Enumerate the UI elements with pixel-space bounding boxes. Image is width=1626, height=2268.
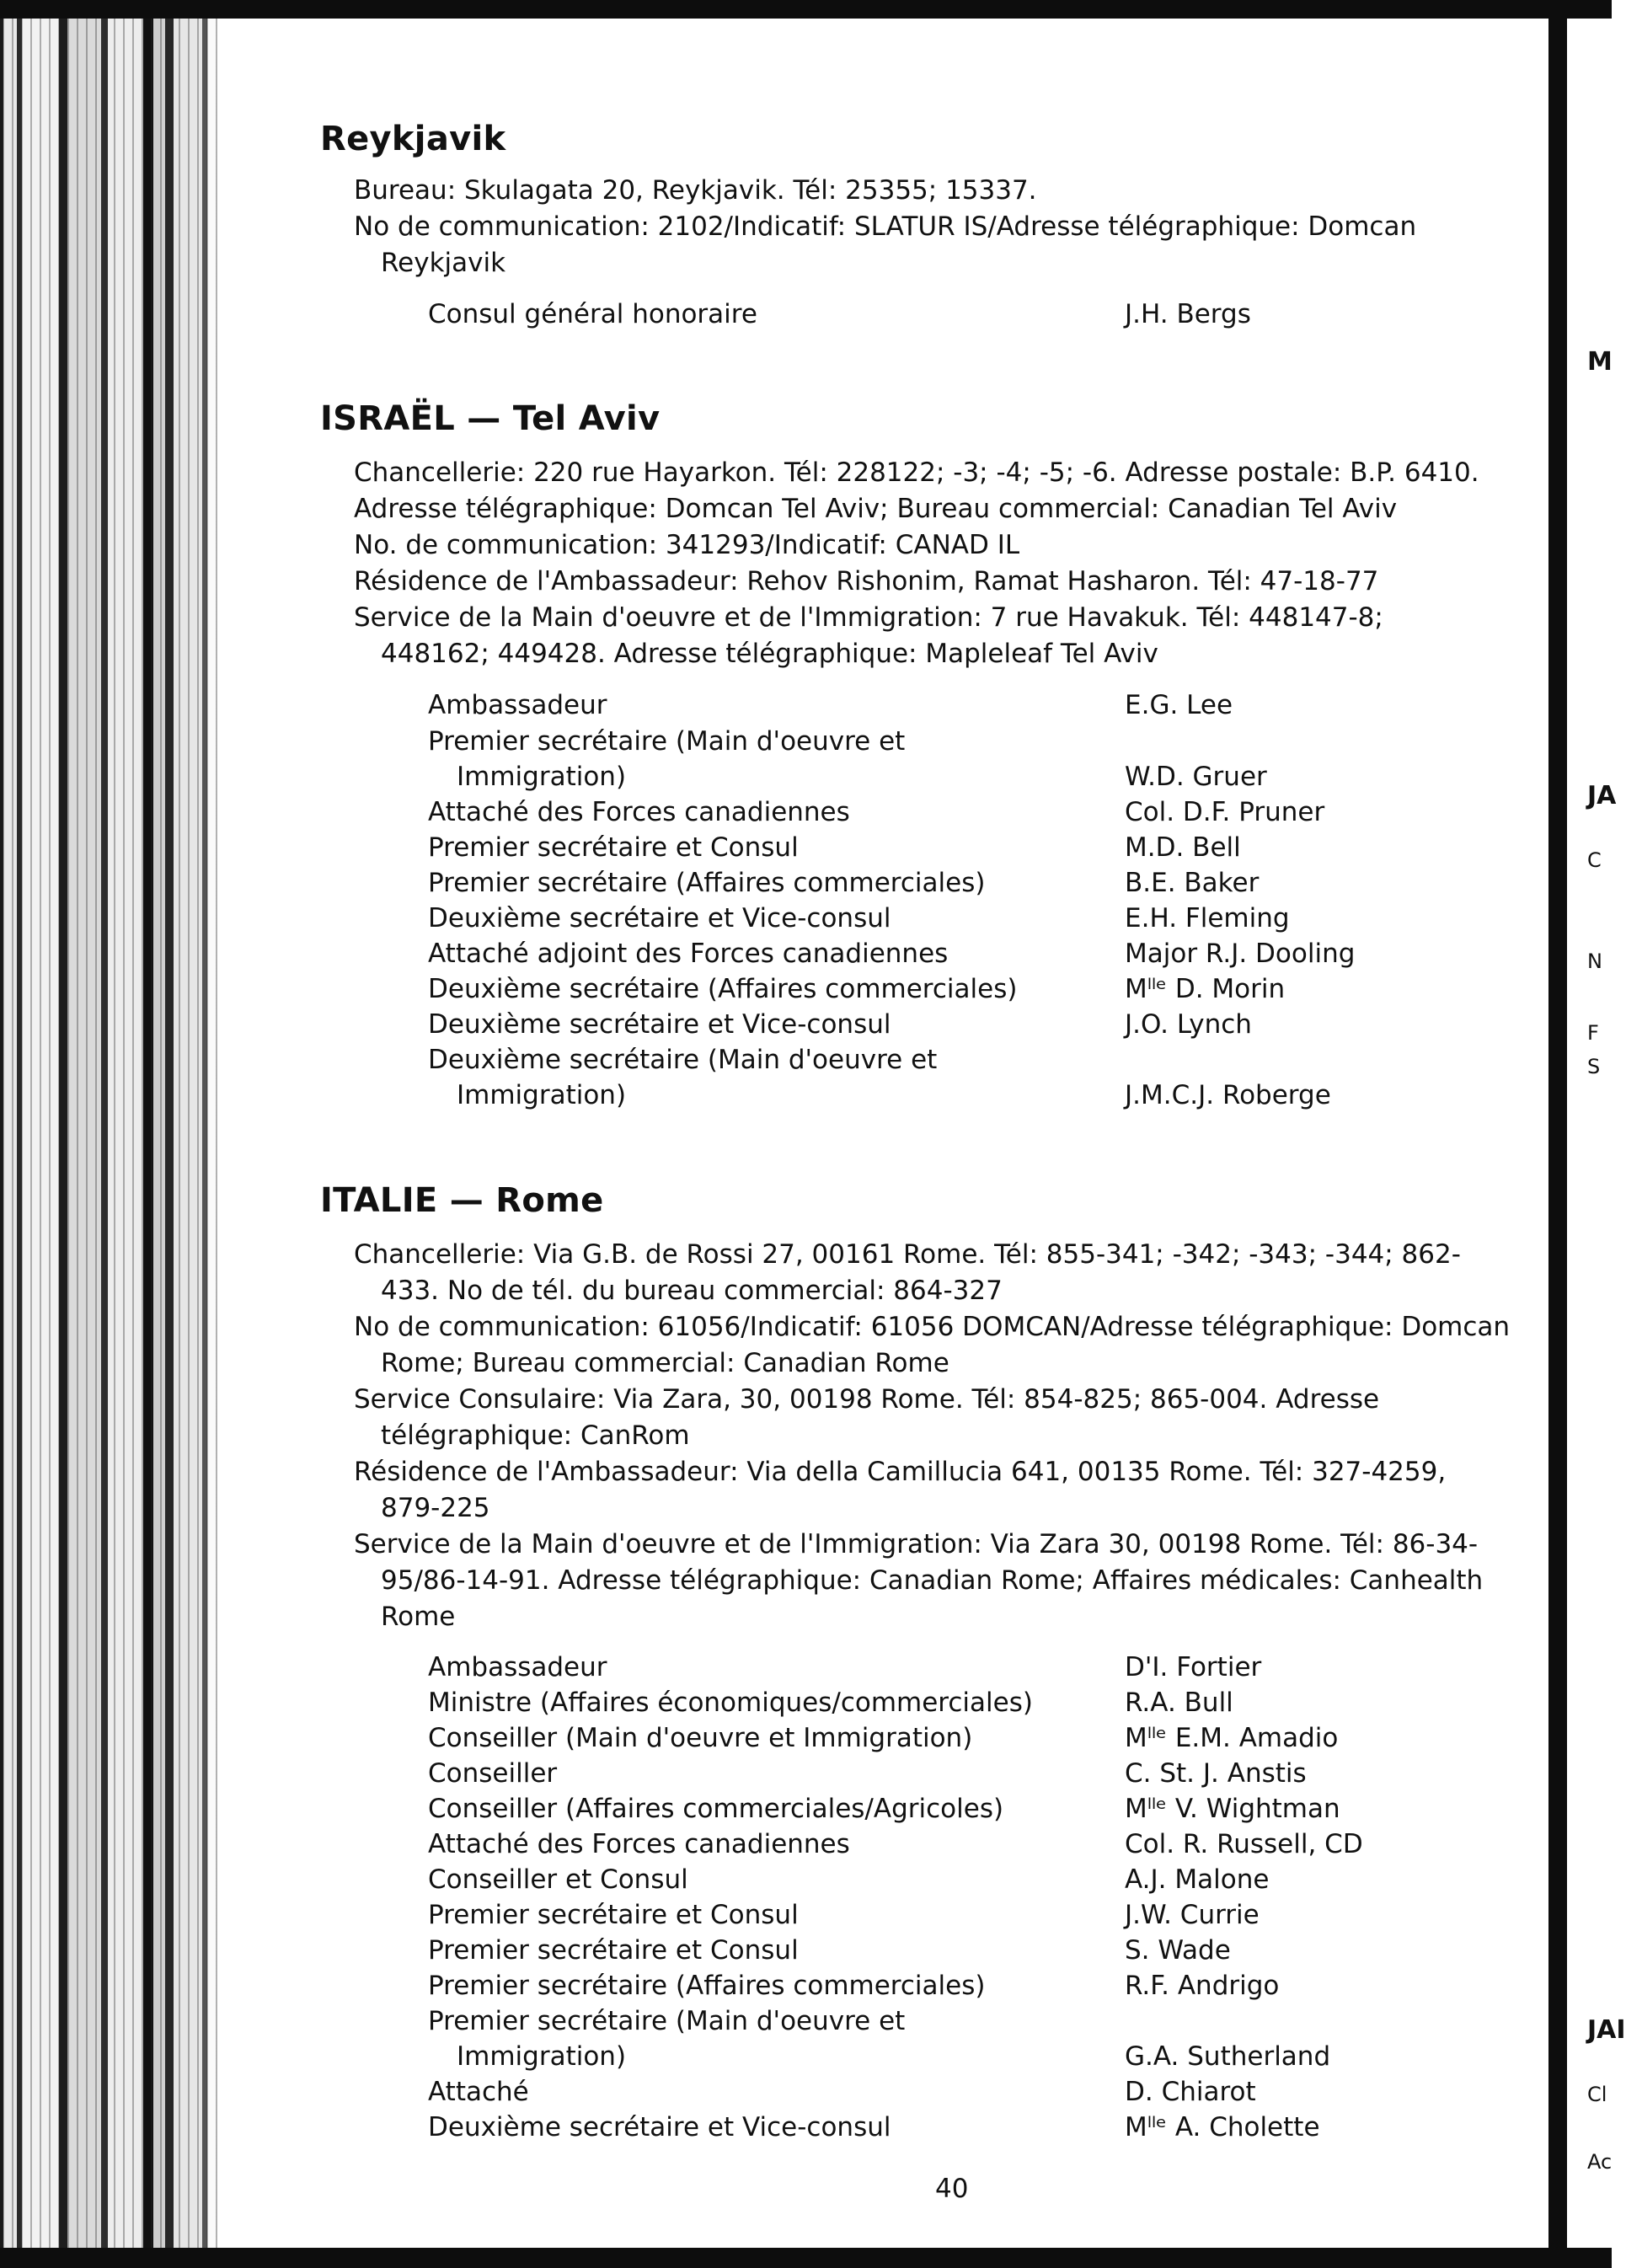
facing-page-fragment: N <box>1587 949 1602 973</box>
address-line: 448162; 449428. Adresse télégraphique: Mapleleaf Tel Aviv <box>381 639 1158 669</box>
staff-name: B.E. Baker <box>1125 868 1260 898</box>
facing-page-fragment: Cl <box>1587 2083 1607 2106</box>
staff-name: Mˡˡᵉ E.M. Amadio <box>1125 1723 1339 1753</box>
staff-name: R.A. Bull <box>1125 1688 1233 1718</box>
staff-name: E.G. Lee <box>1125 690 1233 720</box>
facing-page-fragment: Ac <box>1587 2150 1613 2174</box>
staff-name: G.A. Sutherland <box>1125 2041 1331 2072</box>
staff-role: Conseiller (Main d'oeuvre et Immigration) <box>428 1723 973 1753</box>
address-line: Adresse télégraphique: Domcan Tel Aviv; Bureau commercial: Canadian Tel Aviv <box>354 494 1398 524</box>
staff-role: Conseiller (Affaires commerciales/Agricoles) <box>428 1794 1004 1824</box>
staff-role: Ministre (Affaires économiques/commerciales) <box>428 1688 1033 1718</box>
staff-role: Premier secrétaire et Consul <box>428 832 799 863</box>
staff-name: W.D. Gruer <box>1125 762 1267 792</box>
address-line: Service de la Main d'oeuvre et de l'Immigration: Via Zara 30, 00198 Rome. Tél: 86-34- <box>354 1529 1479 1559</box>
facing-page-fragment: S <box>1587 1055 1601 1078</box>
staff-name: J.W. Currie <box>1125 1900 1260 1930</box>
facing-page-fragment: C <box>1587 848 1602 872</box>
page-number: 40 <box>935 2174 969 2204</box>
section-heading: Reykjavik <box>320 120 506 158</box>
staff-role: Consul général honoraire <box>428 299 757 329</box>
staff-name: A.J. Malone <box>1125 1864 1270 1895</box>
staff-role: Deuxième secrétaire et Vice-consul <box>428 1009 891 1040</box>
staff-name: C. St. J. Anstis <box>1125 1758 1307 1789</box>
staff-name: J.O. Lynch <box>1125 1009 1252 1040</box>
address-line: No de communication: 61056/Indicatif: 61056 DOMCAN/Adresse télégraphique: Domcan <box>354 1312 1511 1342</box>
address-line: Reykjavik <box>381 248 506 278</box>
scan-top-border <box>0 0 1612 19</box>
address-line: Bureau: Skulagata 20, Reykjavik. Tél: 25355; 15337. <box>354 175 1037 206</box>
facing-page-fragment: F <box>1587 1021 1599 1045</box>
staff-role: Premier secrétaire (Affaires commerciales) <box>428 868 986 898</box>
staff-name: M.D. Bell <box>1125 832 1241 863</box>
staff-name: J.H. Bergs <box>1125 299 1251 329</box>
address-line: Chancellerie: 220 rue Hayarkon. Tél: 228122; -3; -4; -5; -6. Adresse postale: B.P. 6410. <box>354 457 1479 488</box>
scan-bottom-border <box>0 2248 1612 2268</box>
address-line: Résidence de l'Ambassadeur: Rehov Rishonim, Ramat Hasharon. Tél: 47-18-77 <box>354 566 1379 596</box>
staff-role: Ambassadeur <box>428 690 607 720</box>
staff-name: R.F. Andrigo <box>1125 1971 1280 2001</box>
staff-role-continued: Immigration) <box>457 762 627 792</box>
staff-name: Major R.J. Dooling <box>1125 939 1356 969</box>
staff-role: Premier secrétaire et Consul <box>428 1900 799 1930</box>
staff-role: Deuxième secrétaire (Main d'oeuvre et <box>428 1045 938 1075</box>
address-line: 879-225 <box>381 1493 490 1523</box>
address-line: 433. No de tél. du bureau commercial: 864-327 <box>381 1276 1003 1306</box>
staff-role: Premier secrétaire (Main d'oeuvre et <box>428 2006 906 2036</box>
staff-role: Attaché des Forces canadiennes <box>428 1829 850 1859</box>
facing-page-fragment: JA <box>1587 781 1617 810</box>
staff-name: S. Wade <box>1125 1935 1231 1966</box>
section-heading: ITALIE — Rome <box>320 1181 604 1220</box>
staff-role: Attaché adjoint des Forces canadiennes <box>428 939 949 969</box>
staff-role: Deuxième secrétaire et Vice-consul <box>428 903 891 933</box>
address-line: 95/86-14-91. Adresse télégraphique: Canadian Rome; Affaires médicales: Canhealth <box>381 1565 1484 1596</box>
staff-role: Deuxième secrétaire (Affaires commerciales) <box>428 974 1018 1004</box>
staff-name: Col. D.F. Pruner <box>1125 797 1325 827</box>
staff-role: Premier secrétaire (Main d'oeuvre et <box>428 726 906 757</box>
staff-role: Premier secrétaire et Consul <box>428 1935 799 1966</box>
address-line: Résidence de l'Ambassadeur: Via della Camillucia 641, 00135 Rome. Tél: 327-4259, <box>354 1457 1447 1487</box>
staff-role: Conseiller et Consul <box>428 1864 688 1895</box>
staff-role-continued: Immigration) <box>457 2041 627 2072</box>
staff-role-continued: Immigration) <box>457 1080 627 1110</box>
facing-page-fragment: M <box>1587 347 1613 377</box>
page-gutter-shadow <box>1548 19 1567 2248</box>
staff-name: J.M.C.J. Roberge <box>1125 1080 1331 1110</box>
address-line: Rome <box>381 1602 456 1632</box>
staff-role: Ambassadeur <box>428 1652 607 1682</box>
address-line: Service de la Main d'oeuvre et de l'Immigration: 7 rue Havakuk. Tél: 448147-8; <box>354 602 1383 633</box>
address-line: No. de communication: 341293/Indicatif: CANAD IL <box>354 530 1020 560</box>
staff-name: D'I. Fortier <box>1125 1652 1262 1682</box>
address-line: télégraphique: CanRom <box>381 1420 690 1451</box>
staff-role: Attaché <box>428 2077 529 2107</box>
staff-role: Deuxième secrétaire et Vice-consul <box>428 2112 891 2142</box>
staff-role: Attaché des Forces canadiennes <box>428 797 850 827</box>
staff-name: Col. R. Russell, CD <box>1125 1829 1363 1859</box>
address-line: Service Consulaire: Via Zara, 30, 00198 Rome. Tél: 854-825; 865-004. Adresse <box>354 1384 1380 1415</box>
staff-name: Mˡˡᵉ D. Morin <box>1125 974 1286 1004</box>
facing-page-fragment: JAI <box>1587 2015 1626 2045</box>
section-heading: ISRAËL — Tel Aviv <box>320 399 661 438</box>
address-line: Rome; Bureau commercial: Canadian Rome <box>381 1348 949 1378</box>
address-line: Chancellerie: Via G.B. de Rossi 27, 00161 Rome. Tél: 855-341; -342; -343; -344; 862- <box>354 1239 1461 1270</box>
book-binding-edge <box>0 19 217 2248</box>
staff-role: Conseiller <box>428 1758 558 1789</box>
facing-page-edge <box>1548 19 1626 2248</box>
staff-role: Premier secrétaire (Affaires commerciales) <box>428 1971 986 2001</box>
staff-name: Mˡˡᵉ V. Wightman <box>1125 1794 1340 1824</box>
address-line: No de communication: 2102/Indicatif: SLATUR IS/Adresse télégraphique: Domcan <box>354 211 1417 242</box>
staff-name: D. Chiarot <box>1125 2077 1256 2107</box>
staff-name: Mˡˡᵉ A. Cholette <box>1125 2112 1320 2142</box>
staff-name: E.H. Fleming <box>1125 903 1290 933</box>
